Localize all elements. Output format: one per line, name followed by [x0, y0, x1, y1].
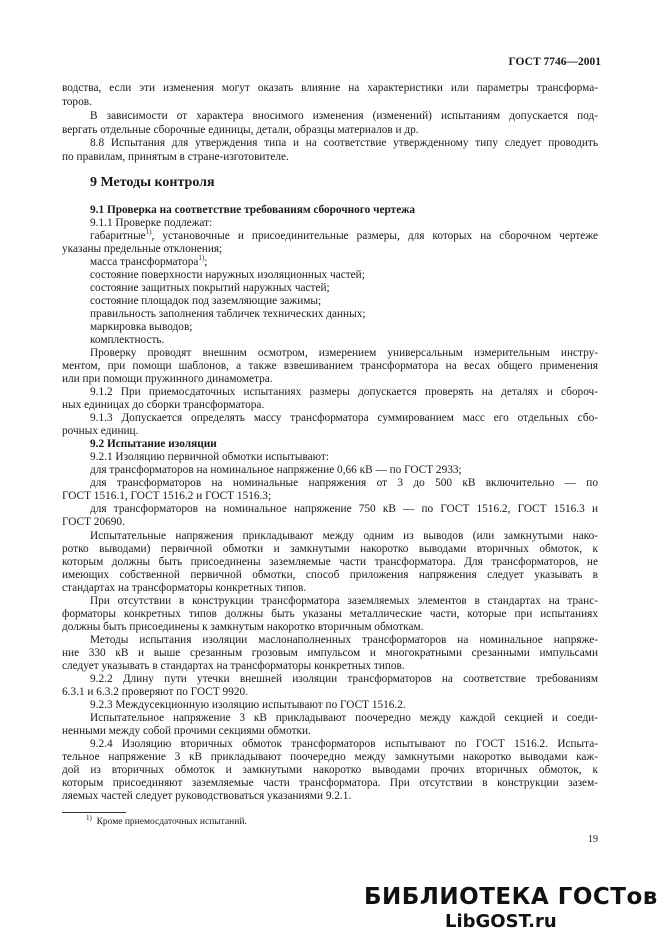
- footnote-mark: 1): [86, 813, 92, 822]
- text-line: указаны предельные отклонения;: [62, 243, 223, 255]
- text-line: форматоры конкретных типов должны быть указаны металлические части, которые при испытаниях: [62, 608, 598, 620]
- text-line: Проверку проводят внешним осмотром, измерением универсальным измерительным инстру-: [90, 347, 598, 359]
- document-header: ГОСТ 7746—2001: [508, 56, 601, 68]
- text-line: ментом, при помощи шаблонов, а также взвешиванием трансформатора на весах общего применения: [62, 360, 598, 372]
- text-line: стандартах на трансформаторы конкретных типов.: [62, 582, 307, 594]
- text-line: для трансформаторов на номинальное напряжение 750 кВ — по ГОСТ 1516.2, ГОСТ 1516.3 и: [90, 503, 598, 515]
- text-line: 9.2.3 Междусекционную изоляцию испытывают по ГОСТ 1516.2.: [90, 699, 406, 711]
- text-line: 8.8 Испытания для утверждения типа и на соответствие утвержденному типу следует проводить: [90, 137, 598, 149]
- text-line: ротко выводами) первичной обмотки и замкнутыми накоротко выводами вторичных обмоток, к: [62, 543, 598, 555]
- watermark-url: LibGOST.ru: [445, 911, 557, 932]
- text-line: вергать отдельные сборочные единицы, детали, образцы материалов и др.: [62, 124, 419, 136]
- subsection-heading: 9.1 Проверка на соответствие требованиям сборочного чертежа: [90, 204, 416, 216]
- text-line: [90, 230, 598, 243]
- text-line: [90, 256, 598, 269]
- text-fragment: габаритные: [90, 230, 146, 242]
- text-line: должны быть присоединены к замкнутым накоротко вторичным обмоткам.: [62, 621, 424, 633]
- footnote: [86, 813, 247, 827]
- text-line: 9.2.1 Изоляцию первичной обмотки испытывают:: [90, 451, 330, 463]
- text-line: следует указывать в стандартах на трансформаторы конкретных типов.: [62, 660, 405, 672]
- text-line: ГОСТ 1516.1, ГОСТ 1516.2 и ГОСТ 1516.3;: [62, 490, 272, 502]
- text-line: которым присоединяют заземляемые части трансформатора. При отсутствии в конструкции зазем-: [62, 777, 598, 789]
- text-line: 9.1.1 Проверке подлежат:: [90, 217, 213, 229]
- footnote-ref: 1): [198, 254, 205, 263]
- text-line: для трансформаторов на номинальные напряжения от 3 до 500 кВ включительно — по: [90, 477, 598, 489]
- text-line: 9.2.2 Длину пути утечки внешней изоляции трансформаторов на соответствие требованиям: [90, 673, 598, 685]
- text-line: маркировка выводов;: [90, 321, 193, 333]
- footnote-ref: 1): [145, 228, 152, 237]
- text-line: ляемых частей следует руководствоваться указаниями 9.2.1.: [62, 790, 352, 802]
- text-fragment: , установочные и присоединительные размеры, для которых на сборочном чертеже: [151, 230, 598, 242]
- text-line: В зависимости от характера вносимого изменения (изменений) испытаниям допускается под-: [90, 110, 598, 122]
- text-line: для трансформаторов на номинальное напряжение 0,66 кВ — по ГОСТ 2933;: [90, 464, 462, 476]
- text-line: по правилам, принятым в стране-изготовителе.: [62, 151, 289, 163]
- page-number: 19: [588, 834, 598, 845]
- text-line: ных единицах до сборки трансформатора.: [62, 399, 265, 411]
- watermark-title: БИБЛИОТЕКА ГОСТов: [364, 884, 658, 910]
- text-line: 9.1.3 Допускается определять массу трансформатора суммированием масс его отдельных сбо-: [90, 412, 598, 424]
- text-line: Испытательные напряжения прикладывают между одним из выводов (или замкнутыми нако-: [90, 530, 598, 542]
- text-fragment: масса трансформатора: [90, 256, 199, 268]
- footnote-divider: [62, 812, 126, 813]
- text-line: ненными между собой прочими секциями обмотки.: [62, 725, 311, 737]
- subsection-heading: 9.2 Испытание изоляции: [90, 438, 217, 450]
- text-line: 9.1.2 При приемосдаточных испытаниях размеры допускается проверять на деталях и сбороч-: [90, 386, 598, 398]
- text-line: дой из вторичных обмоток и замкнутыми накоротко выводами прочих вторичных обмоток, к: [62, 764, 598, 776]
- text-line: которым должны быть присоединены заземляемые части трансформатора. Для трансформаторов, не: [62, 556, 598, 568]
- text-line: Испытательное напряжение 3 кВ прикладывают поочередно между каждой секцией и соеди-: [90, 712, 598, 724]
- text-line: имеющих собственной первичной обмотки, способ приложения напряжения следует указывать в: [62, 569, 598, 581]
- text-line: рочных единиц.: [62, 425, 139, 437]
- text-fragment: ;: [204, 256, 208, 268]
- text-line: водства, если эти изменения могут оказать влияние на характеристики или параметры трансформа-: [62, 82, 598, 94]
- text-line: состояние площадок под заземляющие зажимы;: [90, 295, 322, 307]
- text-line: ние 330 кВ и выше срезанным грозовым импульсом и многократными срезанными импульсами: [62, 647, 598, 659]
- text-line: Методы испытания изоляции маслонаполненных трансформаторов на номинальное напряже-: [90, 634, 598, 646]
- text-line: При отсутствии в конструкции трансформатора заземляемых элементов в стандартах на транс-: [90, 595, 598, 607]
- text-line: комплектность.: [90, 334, 165, 346]
- text-line: или при помощи пружинного динамометра.: [62, 373, 273, 385]
- footnote-text: Кроме приемосдаточных испытаний.: [96, 817, 247, 827]
- text-line: 9.2.4 Изоляцию вторичных обмоток трансформаторов испытывают по ГОСТ 1516.2. Испыта-: [90, 738, 598, 750]
- text-line: тельное напряжение 3 кВ прикладывают поочередно между замкнутыми накоротко выводами каж-: [62, 751, 598, 763]
- text-line: правильность заполнения табличек технических данных;: [90, 308, 366, 320]
- section-heading: 9 Методы контроля: [90, 175, 215, 190]
- text-line: состояние защитных покрытий наружных частей;: [90, 282, 330, 294]
- text-line: торов.: [62, 96, 92, 108]
- text-line: 6.3.1 и 6.3.2 проверяют по ГОСТ 9920.: [62, 686, 248, 698]
- text-line: ГОСТ 20690.: [62, 516, 125, 528]
- text-line: состояние поверхности наружных изоляционных частей;: [90, 269, 365, 281]
